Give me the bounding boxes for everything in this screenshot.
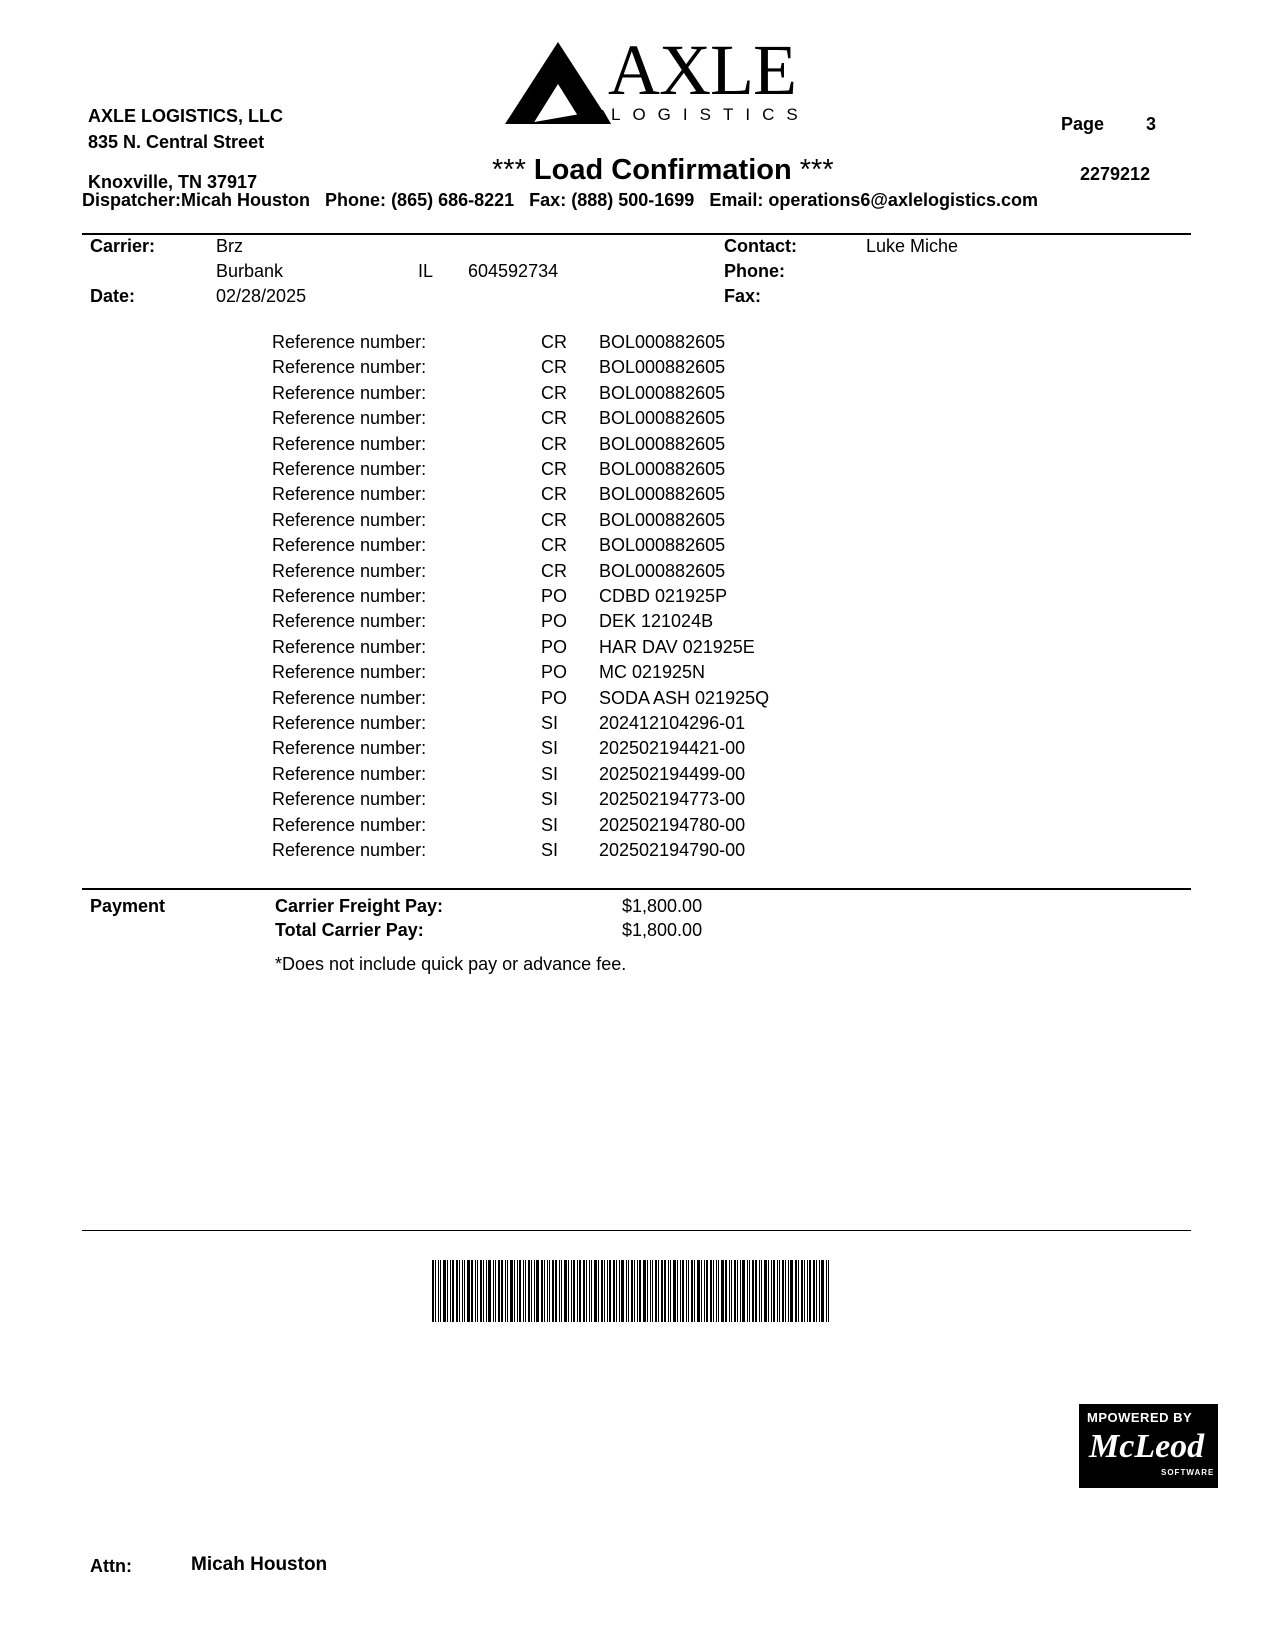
reference-value: BOL000882605 bbox=[599, 535, 726, 556]
barcode-bar bbox=[639, 1260, 641, 1322]
barcode-bar bbox=[486, 1260, 487, 1322]
reference-value: 202502194421-00 bbox=[599, 738, 746, 759]
reference-label: Reference number: bbox=[272, 509, 427, 530]
carrier-date: 02/28/2025 bbox=[216, 286, 307, 306]
barcode-bar bbox=[536, 1260, 539, 1322]
reference-label: Reference number: bbox=[272, 738, 427, 759]
reference-row bbox=[0, 459, 900, 484]
barcode-bar bbox=[609, 1260, 611, 1322]
barcode-bar bbox=[807, 1260, 808, 1322]
barcode-bar bbox=[816, 1260, 817, 1322]
barcode-bar bbox=[661, 1260, 663, 1322]
barcode-bar bbox=[488, 1260, 491, 1322]
barcode-bar bbox=[777, 1260, 778, 1322]
dispatch-fax-label: Fax: bbox=[529, 190, 567, 210]
reference-row bbox=[0, 586, 900, 611]
reference-type: CR bbox=[541, 332, 567, 352]
reference-type: PO bbox=[541, 586, 568, 606]
date-label: Date: bbox=[90, 286, 136, 306]
barcode-bar bbox=[691, 1260, 693, 1322]
barcode-bar bbox=[626, 1260, 627, 1322]
reference-value: CDBD 021925P bbox=[599, 586, 728, 606]
reference-type: CR bbox=[541, 357, 567, 378]
reference-type: SI bbox=[541, 763, 559, 784]
reference-row bbox=[0, 688, 900, 713]
barcode-bar bbox=[450, 1260, 451, 1322]
barcode-bar bbox=[573, 1260, 575, 1322]
reference-label: Reference number: bbox=[272, 586, 427, 606]
barcode-bar bbox=[613, 1260, 615, 1322]
title-stars-right: *** bbox=[799, 154, 834, 186]
barcode-bar bbox=[716, 1260, 717, 1322]
barcode-bar bbox=[764, 1260, 767, 1322]
reference-row bbox=[0, 840, 900, 865]
barcode-bar bbox=[713, 1260, 714, 1322]
barcode-bar bbox=[704, 1260, 705, 1322]
reference-type: PO bbox=[541, 611, 568, 632]
reference-type: SI bbox=[541, 789, 559, 810]
barcode-bar bbox=[514, 1260, 515, 1322]
barcode-bar bbox=[813, 1260, 815, 1322]
barcode-bar bbox=[637, 1260, 638, 1322]
carrier-freight-pay-label: Carrier Freight Pay: bbox=[275, 896, 444, 916]
reference-row bbox=[0, 484, 900, 509]
reference-row bbox=[0, 408, 900, 433]
reference-value: BOL000882605 bbox=[599, 509, 726, 530]
barcode-bar bbox=[591, 1260, 592, 1322]
payment-label: Payment bbox=[90, 896, 166, 916]
barcode-bar bbox=[440, 1260, 441, 1322]
dispatch-line bbox=[82, 190, 1038, 211]
barcode-bar bbox=[682, 1260, 684, 1322]
barcode-bar bbox=[594, 1260, 597, 1322]
barcode-bar bbox=[555, 1260, 557, 1322]
barcode-bar bbox=[531, 1260, 532, 1322]
reference-label: Reference number: bbox=[272, 484, 427, 505]
reference-value: 202412104296-01 bbox=[599, 713, 746, 733]
reference-type: SI bbox=[541, 814, 559, 835]
carrier-label: Carrier: bbox=[90, 236, 156, 256]
carrier-name: Brz bbox=[216, 236, 243, 256]
barcode-bar bbox=[785, 1260, 786, 1322]
barcode-bar bbox=[790, 1260, 793, 1322]
payment-divider bbox=[82, 888, 1191, 890]
reference-value: SODA ASH 021925Q bbox=[599, 687, 770, 708]
barcode-bar bbox=[680, 1260, 681, 1322]
badge-line-2: McLeod bbox=[1089, 1428, 1205, 1465]
reference-type: CR bbox=[541, 408, 567, 429]
reference-label: Reference number: bbox=[272, 535, 427, 556]
reference-row bbox=[0, 535, 900, 560]
barcode-bar bbox=[577, 1260, 578, 1322]
barcode-bar bbox=[547, 1260, 548, 1322]
reference-value: 202502194780-00 bbox=[599, 814, 746, 835]
page-label: Page bbox=[1061, 114, 1105, 134]
reference-label: Reference number: bbox=[272, 611, 427, 632]
barcode-bar bbox=[552, 1260, 554, 1322]
barcode-bar bbox=[525, 1260, 526, 1322]
barcode-bar bbox=[697, 1260, 700, 1322]
barcode-bar bbox=[650, 1260, 651, 1322]
barcode-bar bbox=[773, 1260, 775, 1322]
barcode-bar bbox=[828, 1260, 829, 1322]
logo-subword: LOGISTICS bbox=[611, 105, 810, 124]
reference-type: CR bbox=[541, 509, 567, 530]
reference-row bbox=[0, 815, 900, 840]
reference-row bbox=[0, 561, 900, 586]
barcode-bar bbox=[447, 1260, 448, 1322]
reference-label: Reference number: bbox=[272, 357, 427, 378]
carrier-city: Burbank bbox=[216, 261, 284, 281]
barcode-bar bbox=[583, 1260, 585, 1322]
barcode-bar bbox=[619, 1260, 620, 1322]
barcode-bar bbox=[668, 1260, 669, 1322]
barcode-bar bbox=[586, 1260, 587, 1322]
reference-type: PO bbox=[541, 636, 568, 657]
reference-value: DEK 121024B bbox=[599, 611, 714, 632]
logo-triangle-icon bbox=[503, 40, 613, 126]
barcode-bar bbox=[452, 1260, 454, 1322]
barcode-bar bbox=[819, 1260, 820, 1322]
barcode-bar bbox=[568, 1260, 569, 1322]
barcode-bar bbox=[598, 1260, 599, 1322]
barcode-bar bbox=[579, 1260, 581, 1322]
barcode-bar bbox=[523, 1260, 524, 1322]
reference-value: MC 021925N bbox=[599, 662, 706, 683]
barcode-bar bbox=[779, 1260, 780, 1322]
payment-note: *Does not include quick pay or advance fee. bbox=[275, 954, 627, 974]
barcode-bar bbox=[483, 1260, 484, 1322]
logo-word: AXLE bbox=[608, 30, 796, 110]
dispatch-fax: (888) 500-1699 bbox=[571, 190, 695, 210]
barcode-bar bbox=[443, 1260, 446, 1322]
barcode-bar bbox=[688, 1260, 689, 1322]
barcode-bar bbox=[755, 1260, 757, 1322]
reference-type: CR bbox=[541, 459, 567, 479]
barcode-bar bbox=[493, 1260, 494, 1322]
carrier-freight-pay-value: $1,800.00 bbox=[622, 896, 703, 916]
total-carrier-pay-label: Total Carrier Pay: bbox=[275, 920, 424, 940]
reference-value: BOL000882605 bbox=[599, 560, 726, 581]
reference-label: Reference number: bbox=[272, 408, 427, 429]
barcode-bar bbox=[761, 1260, 762, 1322]
barcode-bar bbox=[747, 1260, 748, 1322]
barcode-bar bbox=[749, 1260, 750, 1322]
barcode-bar bbox=[510, 1260, 513, 1322]
reference-type: SI bbox=[541, 738, 559, 759]
load-number: 2279212 bbox=[1080, 164, 1151, 184]
barcode-bar bbox=[456, 1260, 458, 1322]
barcode-bar bbox=[768, 1260, 769, 1322]
barcode-bar bbox=[740, 1260, 741, 1322]
barcode-bar bbox=[477, 1260, 478, 1322]
dispatcher-label: Dispatcher: bbox=[82, 190, 182, 210]
barcode-bar bbox=[507, 1260, 508, 1322]
barcode-bar bbox=[459, 1260, 460, 1322]
reference-row bbox=[0, 332, 900, 357]
barcode-bar bbox=[643, 1260, 646, 1322]
barcode-bar bbox=[517, 1260, 518, 1322]
reference-value: BOL000882605 bbox=[599, 433, 726, 454]
barcode-bar bbox=[519, 1260, 521, 1322]
barcode-bar bbox=[534, 1260, 535, 1322]
reference-value: 202502194499-00 bbox=[599, 763, 746, 784]
barcode-bar bbox=[677, 1260, 678, 1322]
barcode-bar bbox=[826, 1260, 827, 1322]
barcode-bar bbox=[549, 1260, 550, 1322]
reference-row bbox=[0, 357, 900, 382]
barcode-bar bbox=[658, 1260, 659, 1322]
total-carrier-pay-value: $1,800.00 bbox=[622, 920, 703, 940]
barcode-bar bbox=[495, 1260, 496, 1322]
barcode-bar bbox=[721, 1260, 724, 1322]
barcode-bar bbox=[559, 1260, 560, 1322]
attn-name: Micah Houston bbox=[191, 1554, 328, 1575]
reference-row bbox=[0, 764, 900, 789]
contact-name: Luke Miche bbox=[866, 236, 959, 256]
barcode-bar bbox=[759, 1260, 760, 1322]
contact-label: Contact: bbox=[724, 236, 797, 256]
reference-type: SI bbox=[541, 713, 559, 733]
reference-row bbox=[0, 738, 900, 763]
barcode-bar bbox=[621, 1260, 624, 1322]
title-text: Load Confirmation bbox=[533, 154, 792, 186]
carrier-phone-label: Phone: bbox=[724, 261, 785, 281]
reference-value: BOL000882605 bbox=[599, 408, 726, 429]
barcode-bar bbox=[801, 1260, 803, 1322]
barcode-bar bbox=[498, 1260, 500, 1322]
barcode-bar bbox=[655, 1260, 657, 1322]
barcode-bar bbox=[544, 1260, 545, 1322]
reference-row bbox=[0, 789, 900, 814]
barcode-bar bbox=[589, 1260, 590, 1322]
reference-type: CR bbox=[541, 484, 567, 505]
reference-label: Reference number: bbox=[272, 713, 427, 733]
barcode-bar bbox=[670, 1260, 671, 1322]
reference-type: SI bbox=[541, 840, 559, 860]
barcode-bar bbox=[571, 1260, 572, 1322]
reference-label: Reference number: bbox=[272, 636, 427, 657]
reference-value: 202502194773-00 bbox=[599, 789, 746, 810]
reference-row bbox=[0, 713, 900, 738]
dispatch-phone-label: Phone: bbox=[325, 190, 387, 210]
reference-row bbox=[0, 637, 900, 662]
barcode-bar bbox=[718, 1260, 719, 1322]
company-city-line: Knoxville, TN 37917 bbox=[88, 172, 258, 192]
page-title bbox=[492, 154, 834, 187]
reference-label: Reference number: bbox=[272, 433, 427, 454]
reference-value: BOL000882605 bbox=[599, 484, 726, 505]
barcode-bar bbox=[616, 1260, 617, 1322]
barcode-bar bbox=[438, 1260, 439, 1322]
barcode-bar bbox=[528, 1260, 530, 1322]
badge-line-3: SOFTWARE bbox=[1161, 1468, 1215, 1477]
reference-label: Reference number: bbox=[272, 840, 427, 860]
reference-label: Reference number: bbox=[272, 814, 427, 835]
barcode-bar bbox=[604, 1260, 605, 1322]
barcode-icon bbox=[432, 1260, 862, 1322]
barcode-bar bbox=[725, 1260, 727, 1322]
barcode-bar bbox=[734, 1260, 736, 1322]
reference-value: BOL000882605 bbox=[599, 332, 726, 352]
dispatch-email: operations6@axlelogistics.com bbox=[768, 190, 1038, 210]
reference-type: CR bbox=[541, 433, 567, 454]
reference-value: BOL000882605 bbox=[599, 459, 726, 479]
barcode-bar bbox=[706, 1260, 708, 1322]
carrier-zip: 604592734 bbox=[468, 261, 559, 281]
barcode-bar bbox=[710, 1260, 712, 1322]
barcode-bar bbox=[462, 1260, 463, 1322]
reference-row bbox=[0, 611, 900, 636]
barcode-bar bbox=[647, 1260, 648, 1322]
reference-label: Reference number: bbox=[272, 382, 427, 403]
barcode-bar bbox=[686, 1260, 687, 1322]
reference-type: PO bbox=[541, 662, 568, 683]
reference-row bbox=[0, 383, 900, 408]
company-street: 835 N. Central Street bbox=[88, 132, 265, 152]
barcode-bar bbox=[464, 1260, 465, 1322]
reference-label: Reference number: bbox=[272, 332, 427, 352]
carrier-fax-label: Fax: bbox=[724, 286, 762, 306]
barcode-bar bbox=[821, 1260, 824, 1322]
company-name: AXLE LOGISTICS, LLC bbox=[88, 106, 284, 126]
reference-label: Reference number: bbox=[272, 662, 427, 683]
barcode-bar bbox=[664, 1260, 666, 1322]
barcode-bar bbox=[467, 1260, 470, 1322]
barcode-bar bbox=[541, 1260, 543, 1322]
barcode-bar bbox=[475, 1260, 476, 1322]
reference-type: CR bbox=[541, 382, 567, 403]
barcode-bar bbox=[729, 1260, 730, 1322]
barcode-bar bbox=[795, 1260, 797, 1322]
reference-type: CR bbox=[541, 535, 567, 556]
reference-type: CR bbox=[541, 560, 567, 581]
attn-label: Attn: bbox=[90, 1556, 132, 1576]
axle-logistics-logo bbox=[503, 30, 810, 130]
reference-label: Reference number: bbox=[272, 789, 427, 810]
barcode-bar bbox=[752, 1260, 754, 1322]
reference-label: Reference number: bbox=[272, 459, 427, 479]
barcode-bar bbox=[628, 1260, 629, 1322]
barcode-bar bbox=[771, 1260, 772, 1322]
carrier-state: IL bbox=[418, 261, 434, 281]
barcode-bar bbox=[737, 1260, 738, 1322]
barcode-bar bbox=[634, 1260, 635, 1322]
footer-divider bbox=[82, 1230, 1191, 1231]
reference-row bbox=[0, 434, 900, 459]
barcode-bar bbox=[501, 1260, 503, 1322]
reference-type: PO bbox=[541, 687, 568, 708]
dispatcher-name: Micah Houston bbox=[181, 190, 311, 210]
reference-row bbox=[0, 510, 900, 535]
title-stars-left: *** bbox=[492, 154, 526, 186]
barcode-bar bbox=[480, 1260, 482, 1322]
barcode-bar bbox=[652, 1260, 653, 1322]
barcode-bar bbox=[788, 1260, 789, 1322]
barcode-bar bbox=[607, 1260, 608, 1322]
barcode-bar bbox=[561, 1260, 562, 1322]
dispatch-email-label: Email: bbox=[709, 190, 764, 210]
reference-label: Reference number: bbox=[272, 687, 427, 708]
barcode-bar bbox=[804, 1260, 805, 1322]
barcode-bar bbox=[505, 1260, 506, 1322]
barcode-bar bbox=[673, 1260, 676, 1322]
barcode-bar bbox=[435, 1260, 436, 1322]
reference-label: Reference number: bbox=[272, 763, 427, 784]
dispatch-phone: (865) 686-8221 bbox=[391, 190, 515, 210]
barcode-bar bbox=[601, 1260, 603, 1322]
barcode-bar bbox=[798, 1260, 799, 1322]
mcleod-software-badge bbox=[1079, 1404, 1218, 1488]
barcode-bar bbox=[471, 1260, 473, 1322]
barcode-bar bbox=[782, 1260, 784, 1322]
barcode-bar bbox=[809, 1260, 811, 1322]
reference-value: BOL000882605 bbox=[599, 382, 726, 403]
page-number: 3 bbox=[1146, 114, 1157, 134]
barcode-bar bbox=[564, 1260, 567, 1322]
reference-value: BOL000882605 bbox=[599, 357, 726, 378]
reference-value: HAR DAV 021925E bbox=[599, 636, 755, 657]
reference-value: 202502194790-00 bbox=[599, 840, 746, 860]
barcode-bar bbox=[694, 1260, 695, 1322]
badge-line-1: MPOWERED BY bbox=[1087, 1410, 1193, 1425]
header-divider bbox=[82, 233, 1191, 235]
barcode-bar bbox=[432, 1260, 434, 1322]
barcode-bar bbox=[742, 1260, 745, 1322]
barcode-bar bbox=[701, 1260, 702, 1322]
reference-row bbox=[0, 662, 900, 687]
reference-label: Reference number: bbox=[272, 560, 427, 581]
barcode-bar bbox=[631, 1260, 633, 1322]
barcode-bar bbox=[731, 1260, 732, 1322]
